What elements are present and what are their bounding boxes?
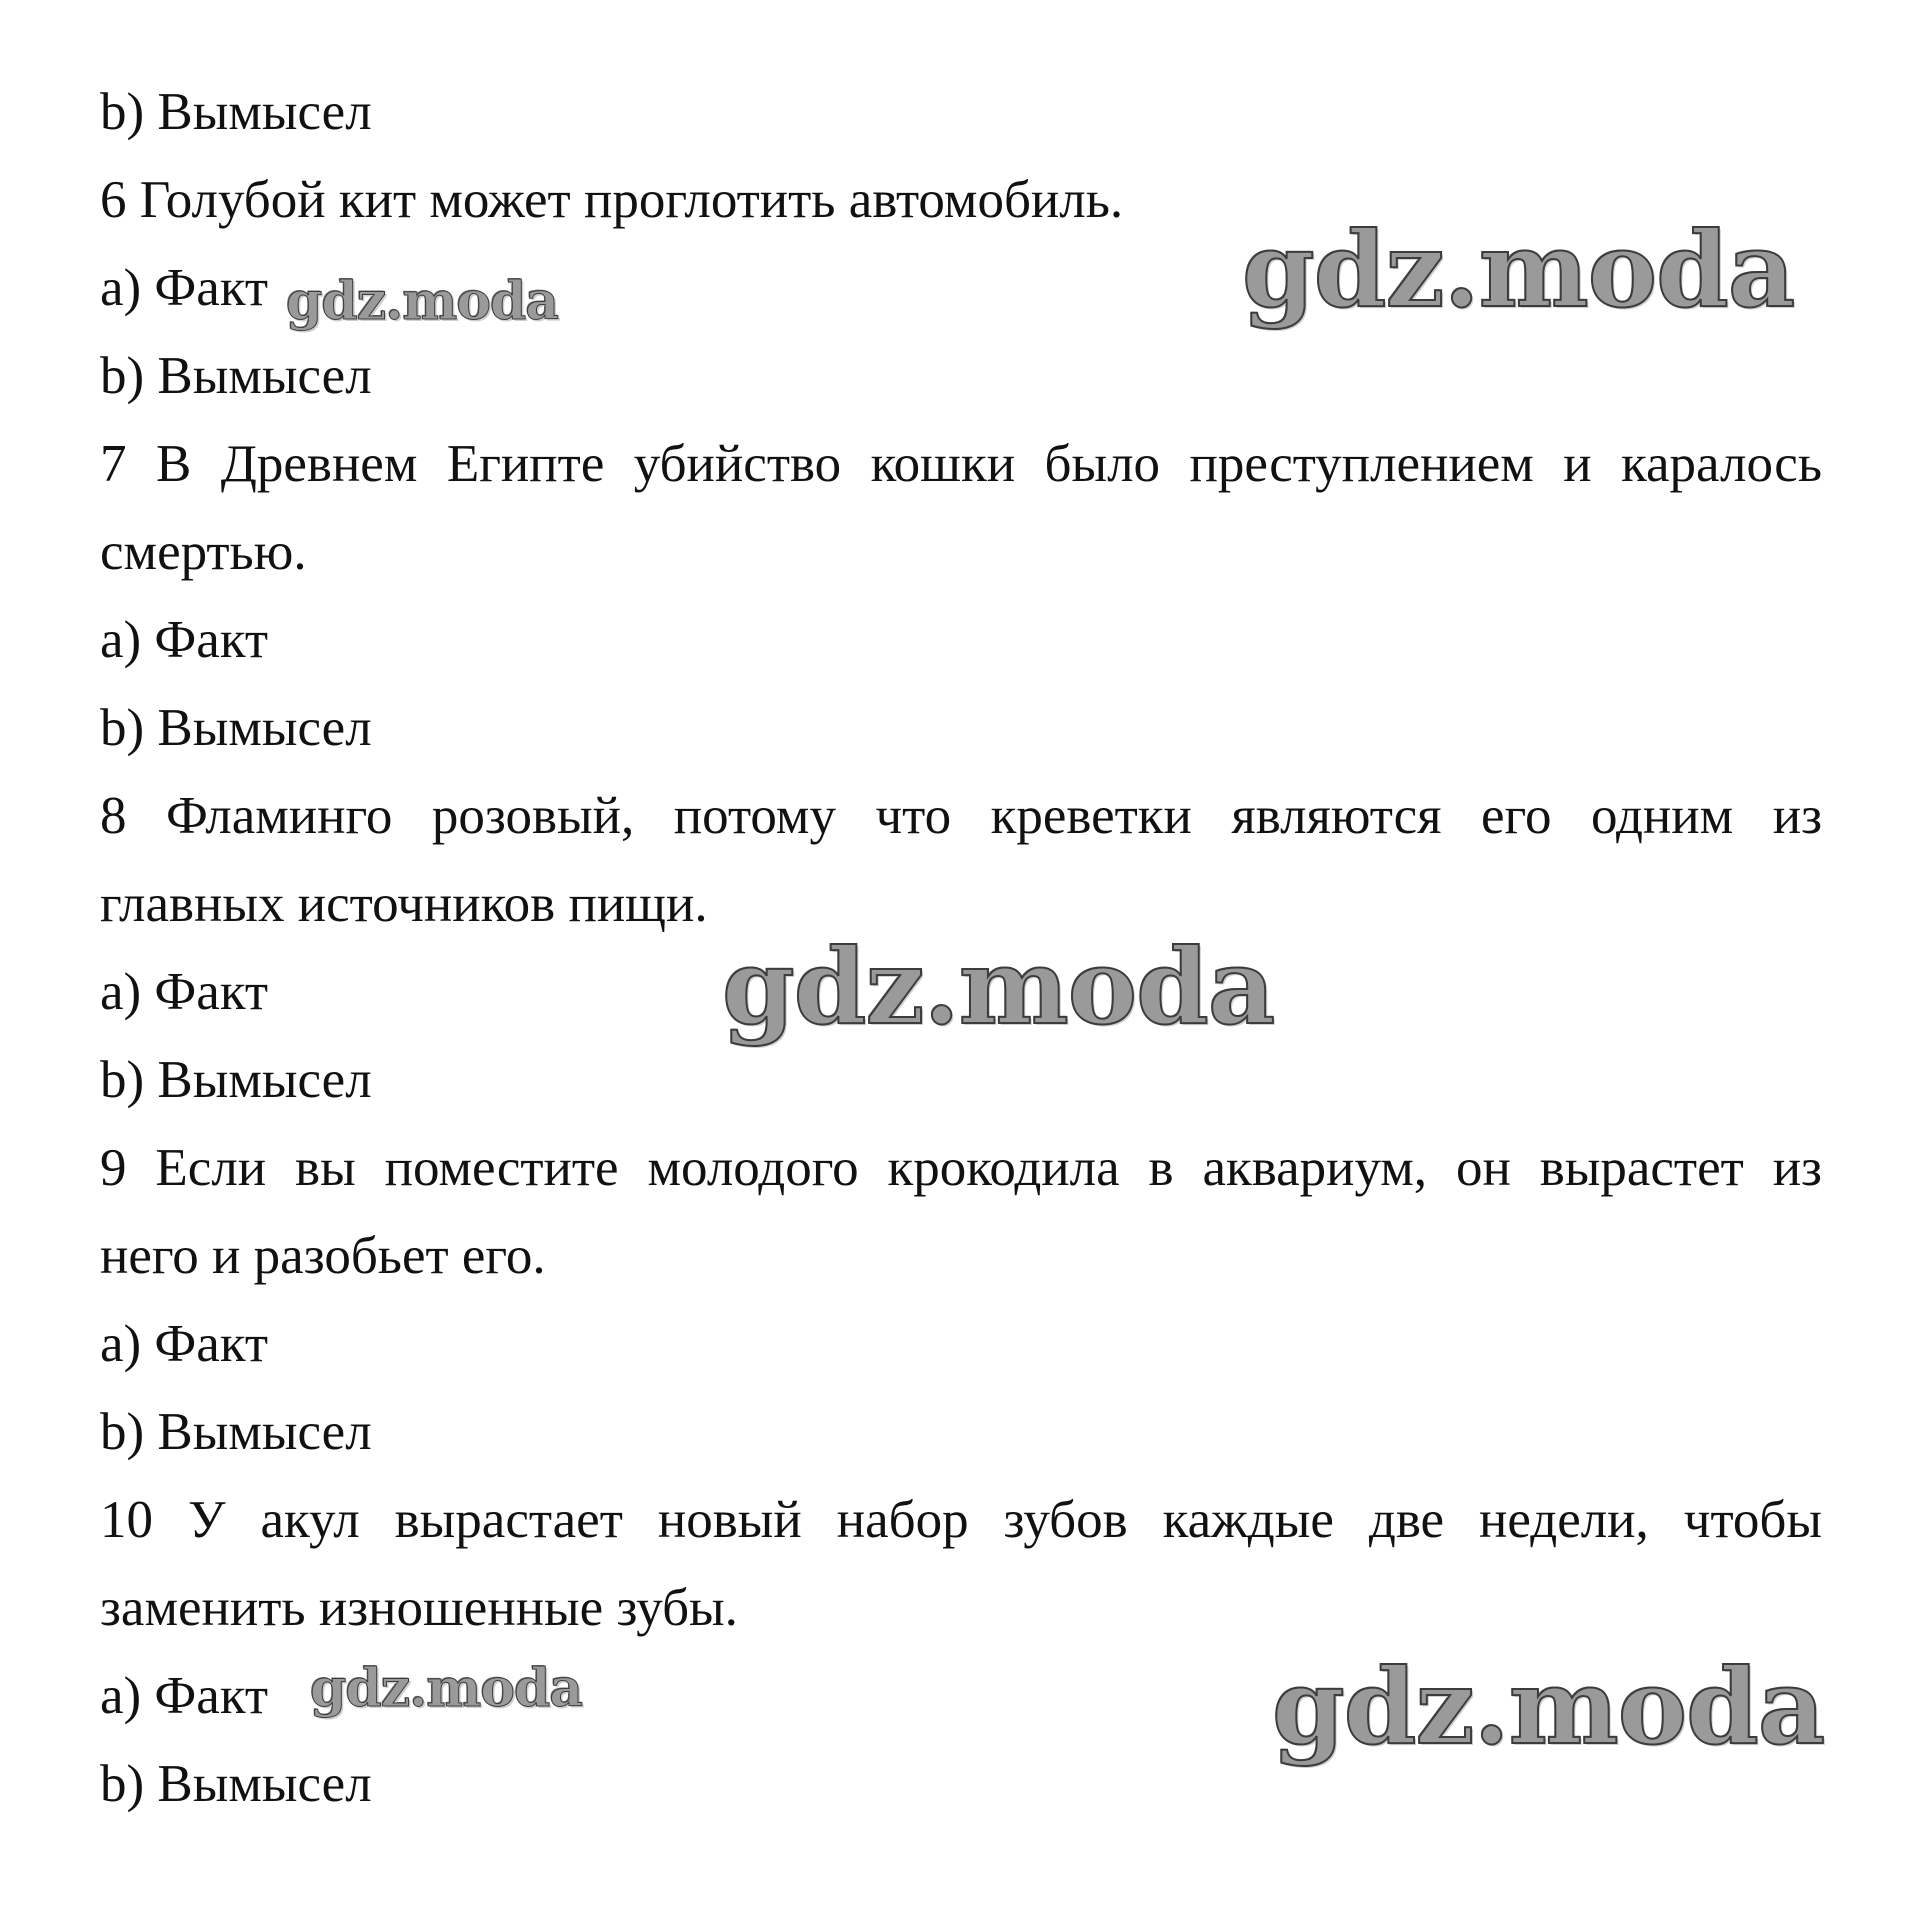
question-9-line-2: него и разобьет его. (100, 1227, 546, 1285)
option-a-q8: a) Факт (100, 963, 269, 1021)
question-6: 6 Голубой кит может проглотить автомобиль. (100, 171, 1124, 229)
watermark-logo: gdz.moda (722, 925, 1275, 1048)
watermark-logo: gdz.moda (286, 271, 559, 332)
option-b-q9: b) Вымысел (100, 1403, 372, 1461)
option-b-q6: b) Вымысел (100, 347, 372, 405)
option-b-q5: b) Вымысел (100, 83, 372, 141)
question-8-line-2: главных источников пищи. (100, 875, 708, 933)
question-10-line-1: 10 У акул вырастает новый набор зубов каждые две недели, чтобы (100, 1491, 1822, 1549)
question-8-line-1: 8 Фламинго розовый, потому что креветки являются его одним из (100, 787, 1822, 845)
option-a-q6: a) Факт (100, 259, 269, 317)
watermark-logo: gdz.moda (310, 1658, 583, 1719)
option-b-q10: b) Вымысел (100, 1755, 372, 1813)
option-a-q7: a) Факт (100, 611, 269, 669)
watermark-logo: gdz.moda (1242, 208, 1795, 331)
watermark-logo: gdz.moda (1272, 1645, 1825, 1768)
question-10-line-2: заменить изношенные зубы. (100, 1579, 738, 1637)
option-a-q9: a) Факт (100, 1315, 269, 1373)
question-9-line-1: 9 Если вы поместите молодого крокодила в аквариум, он вырастет из (100, 1139, 1822, 1197)
option-b-q7: b) Вымысел (100, 699, 372, 757)
question-7-line-2: смертью. (100, 523, 307, 581)
option-a-q10: a) Факт (100, 1667, 269, 1725)
question-7-line-1: 7 В Древнем Египте убийство кошки было преступлением и каралось (100, 435, 1822, 493)
option-b-q8: b) Вымысел (100, 1051, 372, 1109)
